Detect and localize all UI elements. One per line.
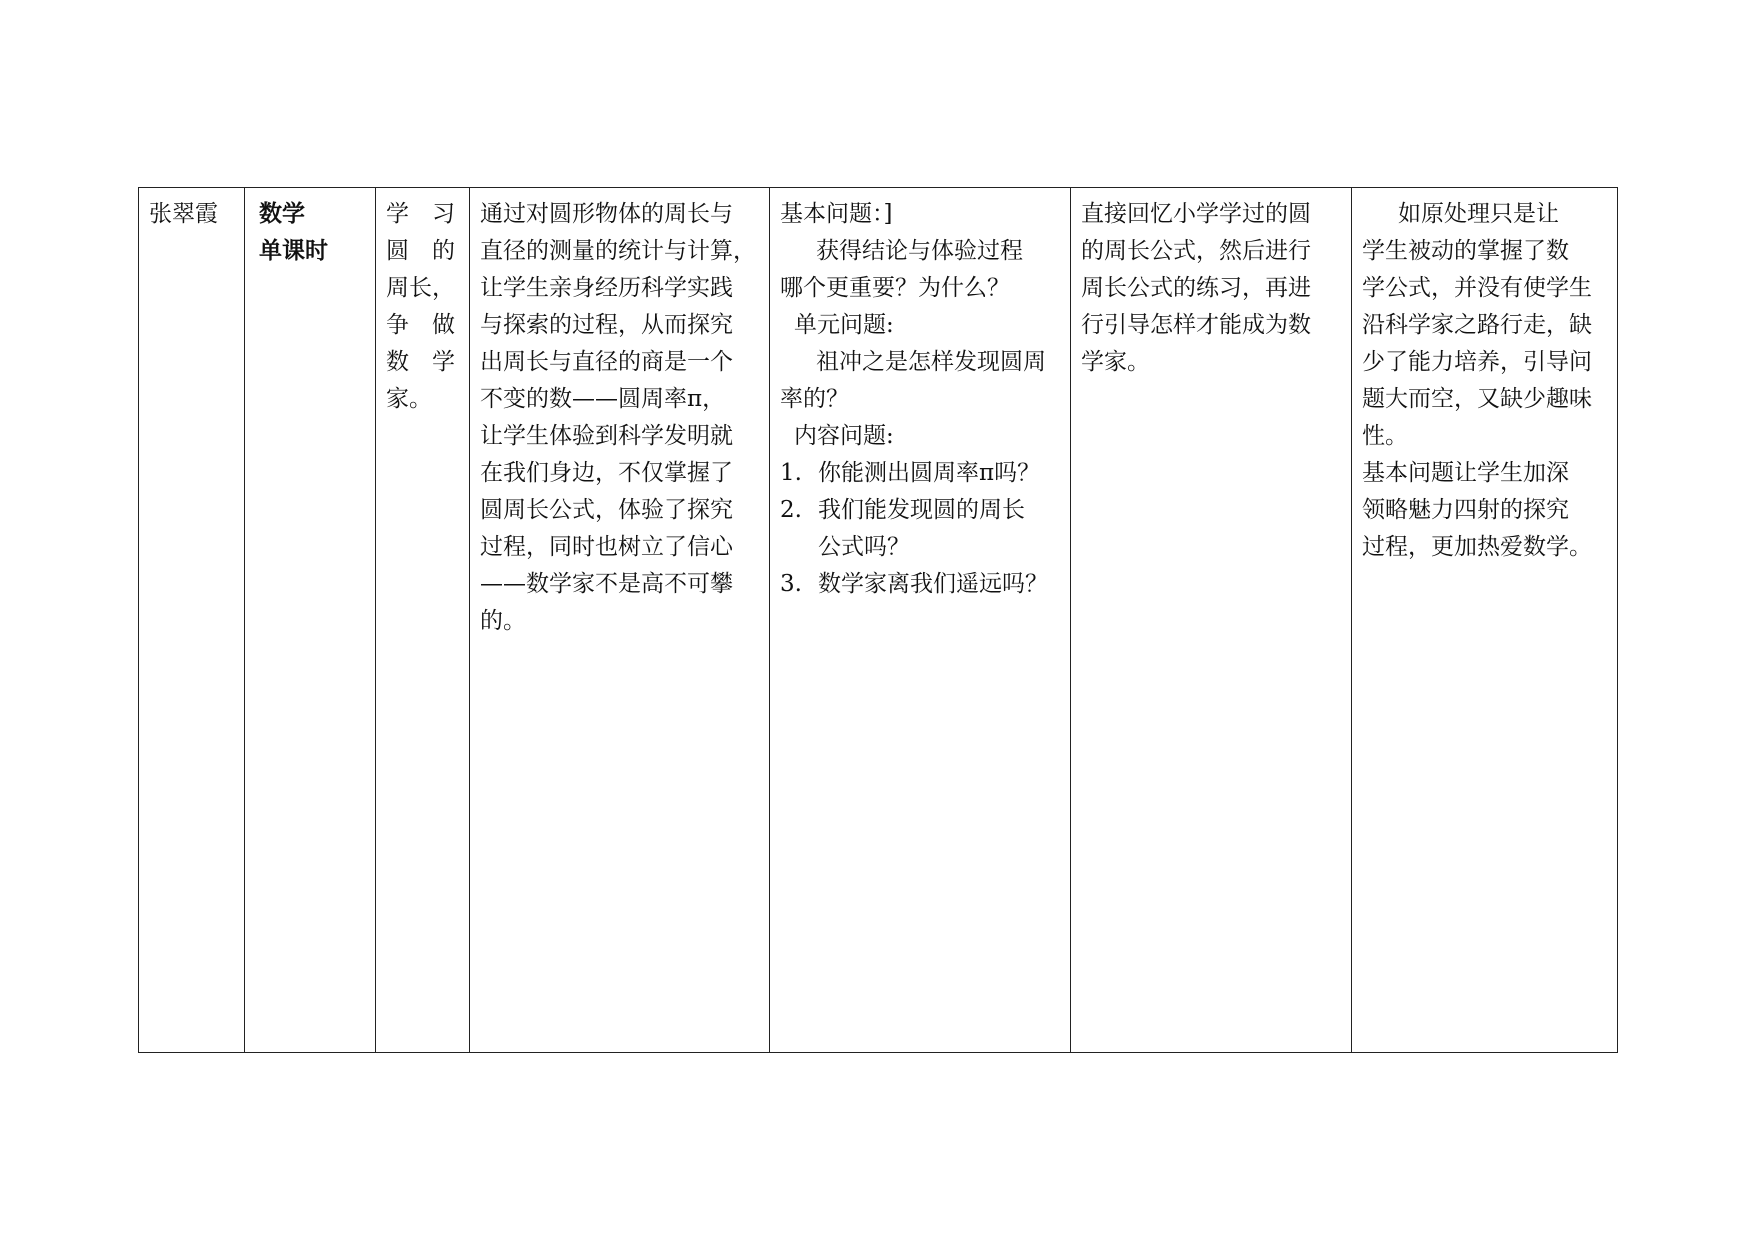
- comment-line: 题大而空，又缺少趣味: [1362, 386, 1592, 412]
- comment-line: 性。: [1362, 423, 1408, 449]
- subject-cell: [245, 188, 376, 1053]
- original-line: 周长公式的练习，再进: [1081, 275, 1311, 301]
- comment2-line: 基本问题让学生加深: [1362, 460, 1569, 486]
- comment-line: 学生被动的掌握了数: [1362, 238, 1569, 264]
- original-line: 直接回忆小学学过的圆: [1081, 201, 1311, 227]
- unit-question-heading: 单元问题:: [794, 312, 894, 338]
- content-question-item: [780, 566, 1060, 603]
- original-line: 的周长公式，然后进行: [1081, 238, 1311, 264]
- item-text-continued: 公式吗？: [818, 534, 910, 560]
- item-text: 我们能发现圆的周长: [818, 497, 1025, 523]
- comment-cell: [1352, 188, 1618, 1053]
- teacher-name: 张翠霞: [149, 201, 218, 227]
- content-question-item: [780, 455, 1060, 492]
- topic-line: 周长，: [386, 275, 455, 301]
- comment-line: 学公式，并没有使学生: [1362, 275, 1592, 301]
- topic-cell: [376, 188, 470, 1053]
- teacher-cell: [139, 188, 245, 1053]
- goal-line: 在我们身边，不仅掌握了: [480, 460, 733, 486]
- topic-line: 家。: [386, 386, 432, 412]
- topic-line: 圆 的: [386, 238, 455, 264]
- topic-line: 学 习: [386, 201, 455, 227]
- basic-question-heading: 基本问题：]: [780, 201, 893, 227]
- goal-line: 让学生亲身经历科学实践: [480, 275, 733, 301]
- comment2-line: 领略魅力四射的探究: [1362, 497, 1569, 523]
- basic-question-line: 哪个更重要？为什么？: [780, 275, 1010, 301]
- item-number: 1.: [780, 460, 802, 486]
- goal-cell: [470, 188, 770, 1053]
- comment2-line: 过程，更加热爱数学。: [1362, 534, 1592, 560]
- comment-line: 少了能力培养，引导问: [1362, 349, 1592, 375]
- goal-line: 直径的测量的统计与计算，: [480, 238, 756, 264]
- unit-question-line: 祖冲之是怎样发现圆周: [816, 349, 1046, 375]
- subject-line: 数学: [259, 201, 305, 227]
- original-approach-cell: [1071, 188, 1352, 1053]
- goal-line: 出周长与直径的商是一个: [480, 349, 733, 375]
- original-line: 行引导怎样才能成为数: [1081, 312, 1311, 338]
- topic-line: 争 做: [386, 312, 455, 338]
- content-question-item: [780, 492, 1060, 529]
- goal-line: 让学生体验到科学发明就: [480, 423, 733, 449]
- item-text: 你能测出圆周率π吗？: [818, 460, 1041, 486]
- item-text: 数学家离我们遥远吗？: [818, 571, 1048, 597]
- goal-line: 圆周长公式，体验了探究: [480, 497, 733, 523]
- questions-cell: [770, 188, 1071, 1053]
- subject-line: 单课时: [259, 238, 328, 264]
- unit-question-line: 率的？: [780, 386, 849, 412]
- table-row: [139, 188, 1618, 1053]
- goal-line: 不变的数——圆周率π，: [480, 386, 726, 412]
- goal-line: 的。: [480, 608, 526, 634]
- comment-line: 沿科学家之路行走，缺: [1362, 312, 1592, 338]
- item-number: 3.: [780, 571, 802, 597]
- comment-line: 如原处理只是让: [1398, 201, 1559, 227]
- goal-line: 过程，同时也树立了信心: [480, 534, 733, 560]
- basic-question-line: 获得结论与体验过程: [816, 238, 1023, 264]
- goal-line: 与探索的过程，从而探究: [480, 312, 733, 338]
- item-number: 2.: [780, 497, 802, 523]
- original-line: 学家。: [1081, 349, 1150, 375]
- lesson-plan-table: [138, 187, 1618, 1053]
- content-question-heading: 内容问题:: [794, 423, 894, 449]
- topic-line: 数 学: [386, 349, 455, 375]
- goal-line: ——数学家不是高不可攀: [480, 571, 733, 597]
- goal-line: 通过对圆形物体的周长与: [480, 201, 733, 227]
